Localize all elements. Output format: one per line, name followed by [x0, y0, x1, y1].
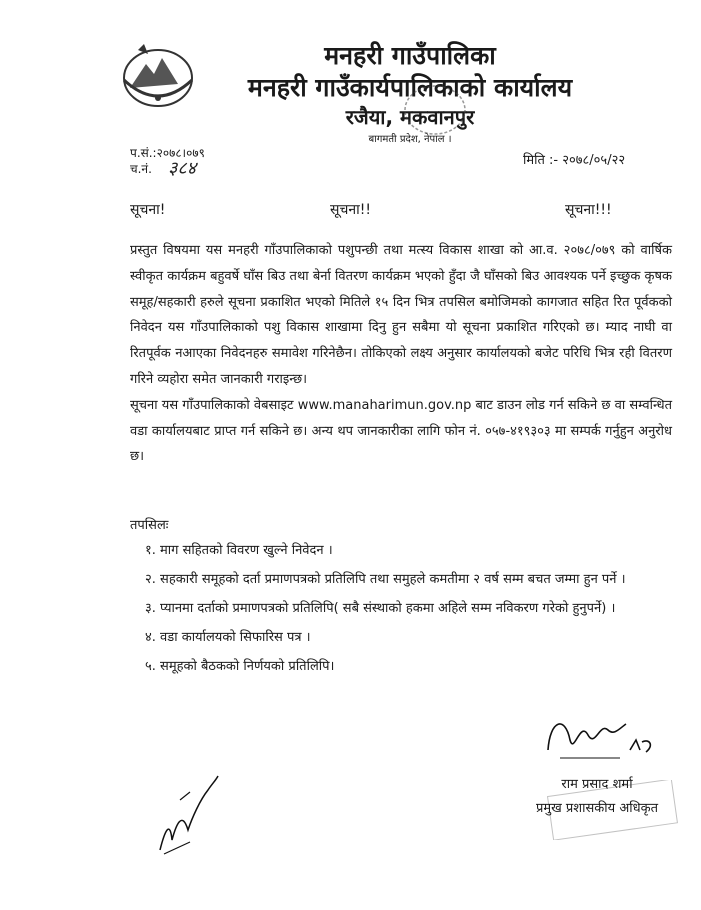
notice-heading-2: सूचना!!	[330, 202, 371, 218]
header-line-4: बागमती प्रदेश, नेपाल ।	[368, 134, 452, 145]
notice-body	[130, 238, 672, 470]
list-item: २. सहकारी समूहको दर्ता प्रमाणपत्रको प्रतिलिपि तथा समुहले कमतीमा २ वर्ष सम्म बचत जम्मा हुन पर्ने ।	[145, 572, 626, 587]
header-line-2: मनहरी गाउँकार्यपालिकाको कार्यालय	[247, 73, 573, 102]
notice-heading-1: सूचना!	[130, 202, 166, 218]
handwritten-signature-icon	[540, 700, 660, 770]
signatory-title: प्रमुख प्रशासकीय अधिकृत	[535, 801, 659, 816]
dispatch-number: ३८४	[168, 158, 197, 179]
list-item: १. माग सहितको विवरण खुल्ने निवेदन ।	[145, 543, 333, 558]
requirements-list	[145, 538, 675, 683]
dispatch-label: च.नं.	[130, 162, 152, 176]
initials-signature-icon	[150, 770, 225, 860]
document-date: मिति :- २०७८/०५/२२	[523, 153, 626, 168]
body-paragraph-1: प्रस्तुत विषयमा यस मनहरी गाँउपालिकाको पशुपन्छी तथा मत्स्य विकास शाखा को आ.व. २०७८/०७९ को वार्षिक स्वीकृत कार्यक्रम बहुवर्षे घाँस बिउ तथा बेर्ना वितरण कार्यक्रम भएको हुँदा जै घाँसको बिउ आवश्यक पर्ने इच्छुक कृषक समूह/सहकारी हरुले सूचना प्रकाशित भएको मितिले १५ दिन भित्र तपसिल बमोजिमको कागजात सहित रित पूर्वकको निवेदन यस गाँउपालिकाको पशु विकास शाखामा दिनु हुन सबैमा यो सूचना प्रकाशित गरिएको छ। म्याद नाघी वा रितपूर्वक नआएका निवेदनहरु समावेश गरिनेछैन। तोकिएको लक्ष्य अनुसार कार्यालयको बजेट परिधि भित्र रही वितरण गरिने व्यहोरा समेत जानकारी गराइन्छ।	[130, 243, 672, 387]
reference-number: प.सं.:२०७८।०७९	[130, 146, 205, 160]
list-item: ३. प्यानमा दर्ताको प्रमाणपत्रको प्रतिलिपि( सबै संस्थाको हकमा अहिले सम्म नविकरण गरेको हुनुपर्ने) ।	[145, 601, 616, 616]
list-item: ५. समूहको बैठकको निर्णयको प्रतिलिपि।	[145, 659, 335, 674]
notice-heading-3: सूचना!!!	[565, 202, 612, 218]
office-seal-icon	[395, 80, 475, 140]
body-paragraph-2: सूचना यस गाँउपालिकाको वेबसाइट www.manaharimun.gov.np बाट डाउन लोड गर्न सकिने छ वा सम्वन्धित वडा कार्यालयबाट प्राप्त गर्न सकिने छ। अन्य थप जानकारीका लागि फोन नं. ०५७-४१९३०३ मा सम्पर्क गर्नुहुन अनुरोध छ।	[130, 397, 672, 465]
header-line-1: मनहरी गाउँपालिका	[324, 41, 496, 70]
tapasil-label: तपसिलः	[130, 518, 169, 533]
header-line-3: रजैया, मकवानपुर	[345, 105, 475, 129]
signatory-name: राम प्रसाद शर्मा	[561, 777, 633, 792]
nepal-emblem-icon	[118, 40, 198, 110]
list-item: ४. वडा कार्यालयको सिफारिस पत्र ।	[145, 630, 311, 645]
